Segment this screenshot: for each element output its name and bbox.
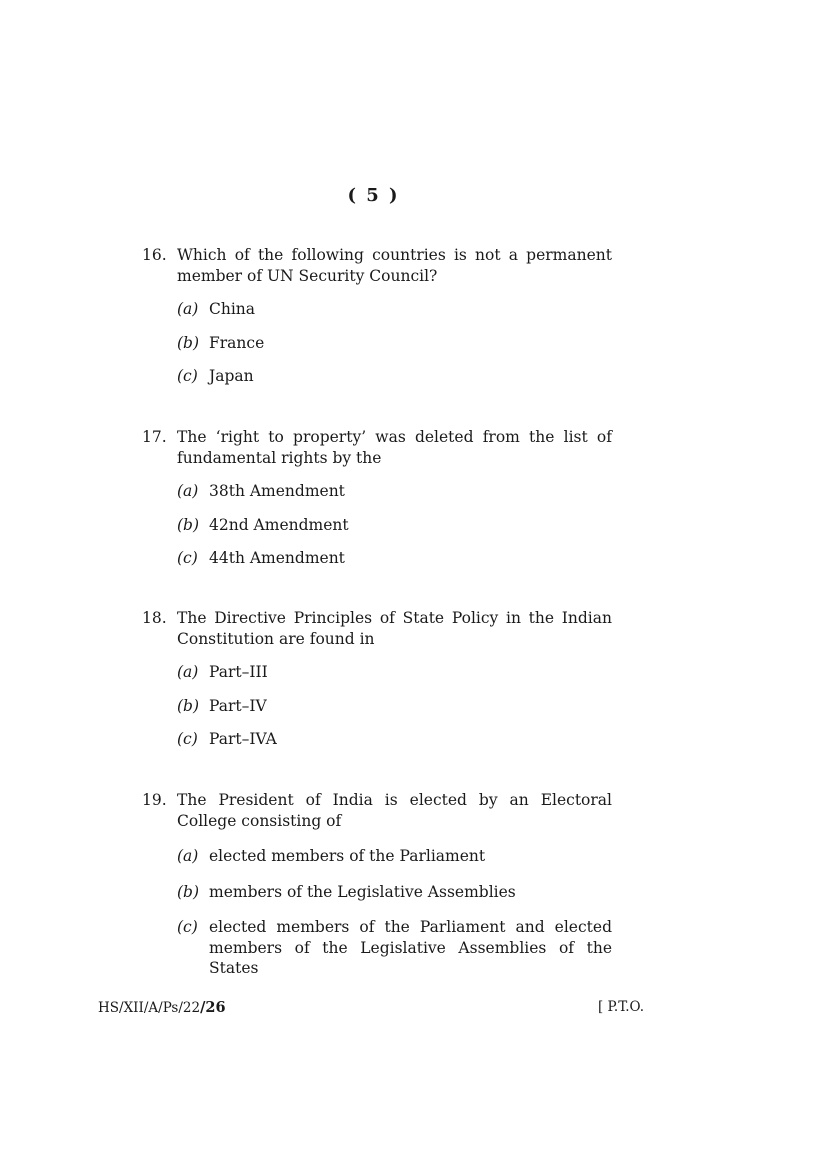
option-b: [177, 515, 612, 536]
option-b: [177, 882, 612, 903]
option-a: [177, 846, 612, 867]
options-list: [177, 846, 612, 979]
option-a: [177, 662, 612, 683]
question-number: 19.: [142, 791, 167, 809]
option-c: [177, 548, 612, 569]
option-c: [177, 729, 612, 750]
question-19: [142, 790, 612, 979]
paper-code-suffix: /26: [200, 999, 226, 1016]
option-c: [177, 917, 612, 979]
option-text: Part–III: [209, 663, 268, 681]
pto-label: [ P.T.O.: [598, 999, 645, 1015]
question-number: 17.: [142, 428, 167, 446]
option-a: [177, 481, 612, 502]
option-a: [177, 299, 612, 320]
question-text: The President of India is elected by an Electoral College consisting of: [177, 791, 612, 830]
option-letter: (c): [177, 549, 198, 567]
option-text: Japan: [209, 367, 254, 385]
option-letter: (c): [177, 730, 198, 748]
question-header: [142, 427, 612, 468]
option-b: [177, 696, 612, 717]
question-number: 18.: [142, 609, 167, 627]
options-list: [177, 662, 612, 750]
question-text: The ‘right to property’ was deleted from the list of fundamental rights by the: [177, 428, 612, 467]
option-b: [177, 333, 612, 354]
option-letter: (a): [177, 300, 199, 318]
question-18: [142, 608, 612, 750]
option-text: members of the Legislative Assemblies: [209, 882, 516, 901]
options-list: [177, 299, 612, 387]
option-text: 38th Amendment: [209, 482, 345, 500]
option-letter: (a): [177, 663, 199, 681]
option-text: France: [209, 333, 265, 352]
option-text: Part–IV: [209, 696, 267, 715]
question-text: The Directive Principles of State Policy in the Indian Constitution are found in: [177, 609, 612, 648]
question-text: Which of the following countries is not a permanent member of UN Security Council?: [177, 246, 612, 285]
option-letter: (a): [177, 847, 199, 865]
option-text: 42nd Amendment: [209, 515, 349, 534]
question-header: [142, 608, 612, 649]
option-text: China: [209, 300, 256, 318]
option-letter: (b): [177, 882, 200, 901]
option-letter: (a): [177, 482, 199, 500]
option-c: [177, 366, 612, 387]
options-list: [177, 481, 612, 569]
option-letter: (b): [177, 333, 200, 352]
option-text: elected members of the Parliament: [209, 847, 486, 865]
option-letter: (c): [177, 918, 198, 936]
option-text: 44th Amendment: [209, 549, 345, 567]
option-letter: (c): [177, 367, 198, 385]
option-letter: (b): [177, 696, 200, 715]
question-17: [142, 427, 612, 569]
option-text: elected members of the Parliament and elected members of the Legislative Assemblies of the States: [209, 918, 612, 977]
question-header: [142, 790, 612, 831]
option-letter: (b): [177, 515, 200, 534]
question-number: 16.: [142, 246, 167, 264]
question-16: [142, 245, 612, 387]
paper-code: [98, 999, 226, 1016]
question-header: [142, 245, 612, 286]
page-number: ( 5 ): [347, 185, 400, 206]
paper-code-prefix: HS/XII/A/Ps/22: [98, 1000, 201, 1016]
option-text: Part–IVA: [209, 730, 277, 748]
